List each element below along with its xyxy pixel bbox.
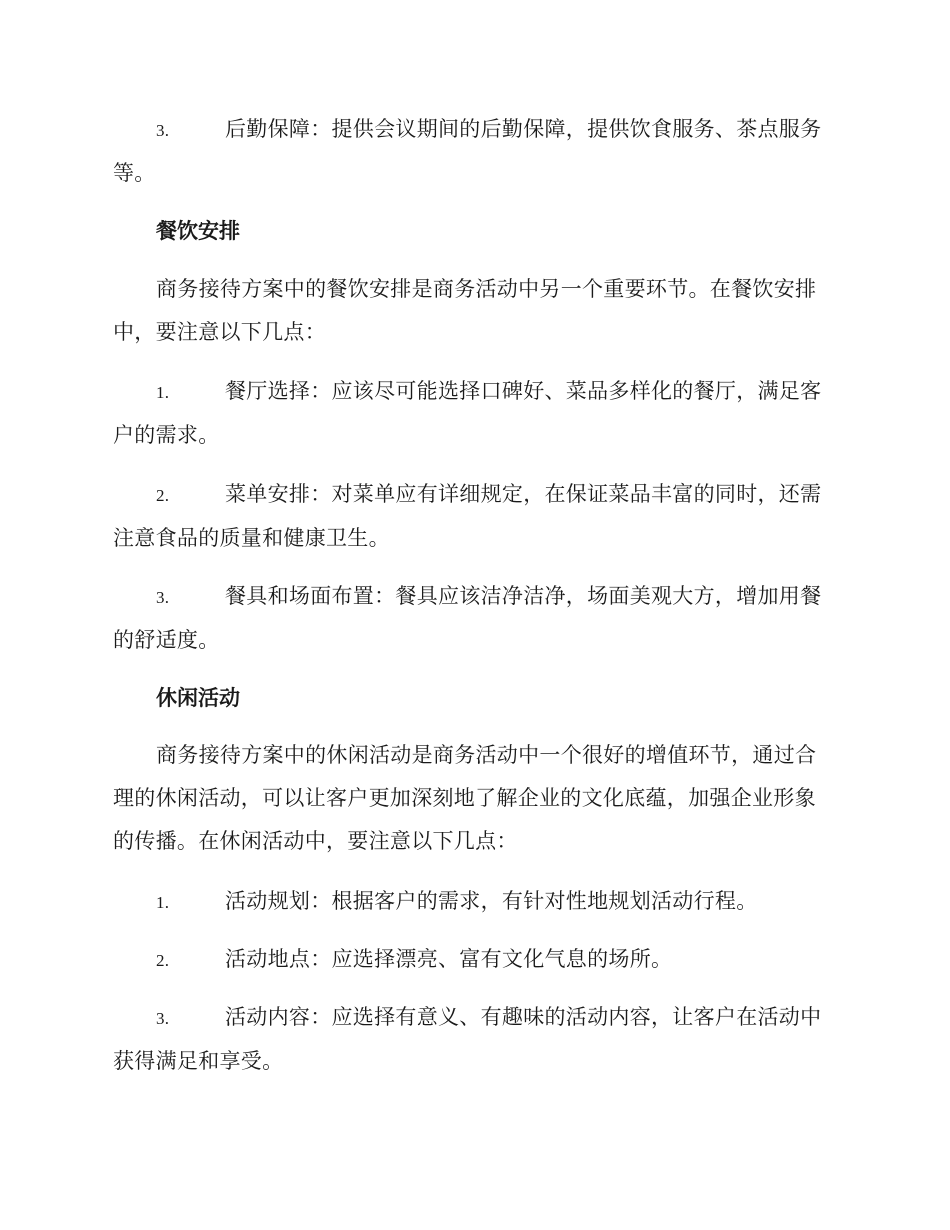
list-item-text: 餐厅选择：应该尽可能选择口碑好、菜品多样化的餐厅，满足客户的需求。 [113,379,822,447]
list-item-text: 餐具和场面布置：餐具应该洁净洁净，场面美观大方，增加用餐的舒适度。 [113,584,822,652]
list-item-content [113,996,833,1083]
list-item-planning [113,880,833,924]
list-item-text: 后勤保障：提供会议期间的后勤保障，提供饮食服务、茶点服务等。 [113,117,822,185]
list-item-text: 活动规划：根据客户的需求，有针对性地规划活动行程。 [225,889,758,913]
list-number: 3. [156,121,170,140]
list-number: 3. [156,588,170,607]
list-item-restaurant [113,370,833,457]
list-item-text: 菜单安排：对菜单应有详细规定，在保证菜品丰富的同时，还需注意食品的质量和健康卫生。 [113,482,822,550]
list-item-text: 活动地点：应选择漂亮、富有文化气息的场所。 [225,947,673,971]
paragraph-leisure-intro: 商务接待方案中的休闲活动是商务活动中一个很好的增值环节，通过合理的休闲活动，可以让客户更加深刻地了解企业的文化底蕴，加强企业形象的传播。在休闲活动中，要注意以下几点： [113,743,817,853]
list-number: 2. [156,486,170,505]
section-heading-leisure: 休闲活动 [156,686,240,710]
section-heading-catering: 餐饮安排 [156,219,240,243]
list-number: 1. [156,383,170,402]
list-item-text: 活动内容：应选择有意义、有趣味的活动内容，让客户在活动中获得满足和享受。 [113,1005,822,1073]
list-number: 1. [156,893,170,912]
list-number: 2. [156,951,170,970]
list-item-menu [113,473,833,560]
list-item-location [113,938,833,982]
list-item-logistics [113,108,833,195]
list-number: 3. [156,1009,170,1028]
list-item-tableware [113,575,833,662]
paragraph-catering-intro: 商务接待方案中的餐饮安排是商务活动中另一个重要环节。在餐饮安排中，要注意以下几点： [113,277,817,344]
